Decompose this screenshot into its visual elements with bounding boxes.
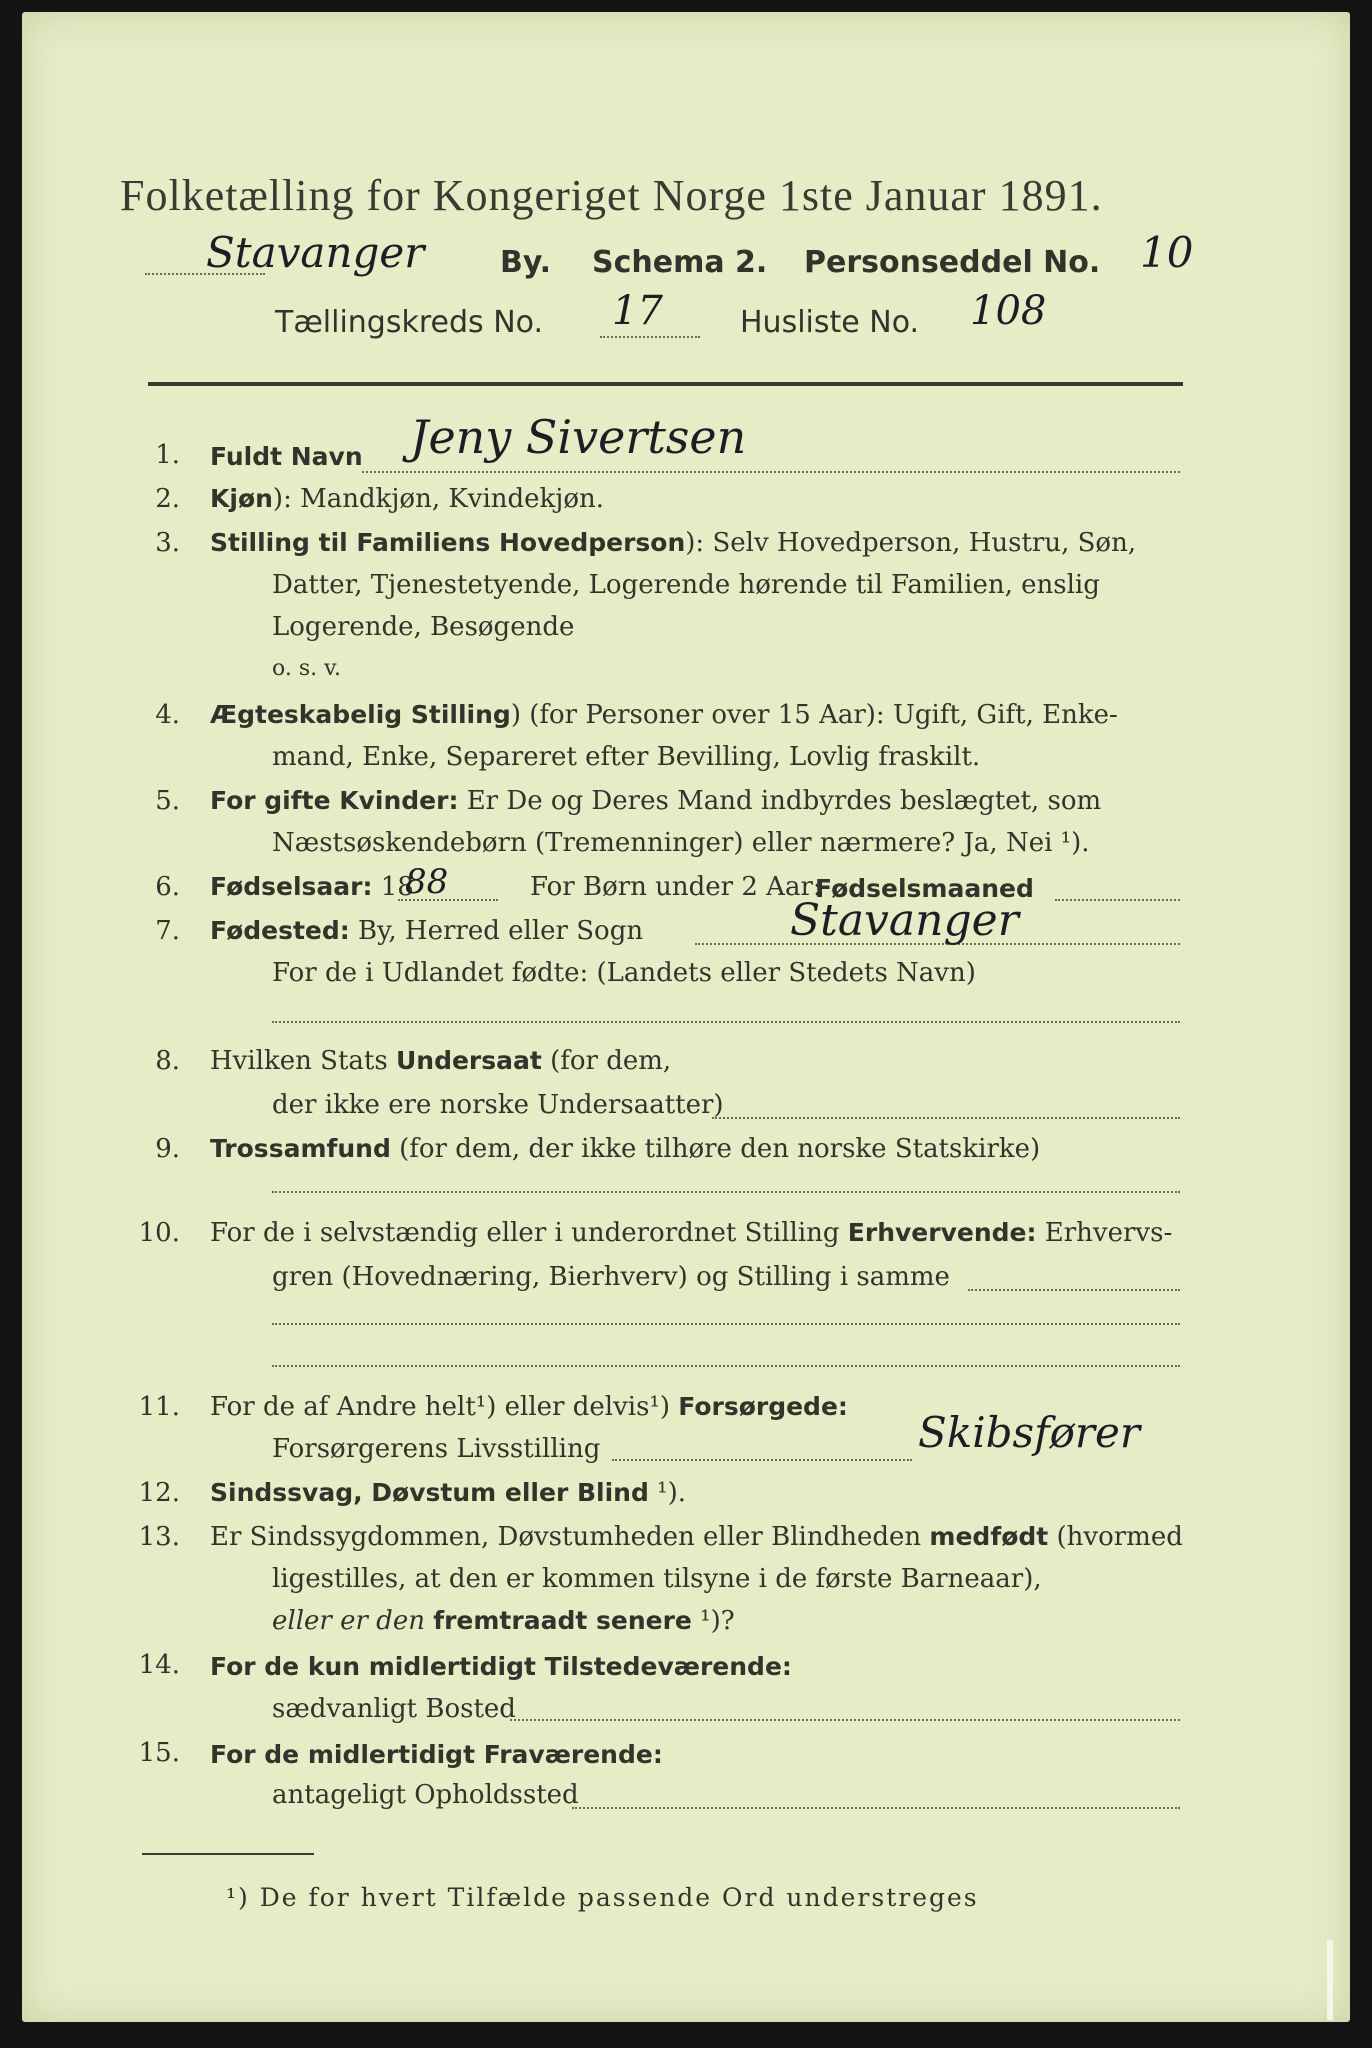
q13-text-3b: fremtraadt senere	[433, 1606, 692, 1635]
q4-label: Ægteskabelig Stilling	[210, 700, 511, 729]
q5-label: For gifte Kvinder:	[210, 786, 459, 815]
q13-line-2: ligestilles, at den er kommen tilsyne i de første Barneaar),	[272, 1564, 1042, 1594]
q13-line-1	[210, 1522, 1183, 1552]
q6-dotted-line	[1055, 898, 1180, 901]
q6-label2: Fødselsmaaned	[815, 874, 1034, 903]
q4-line-2: mand, Enke, Separeret efter Bevilling, Lovlig fraskilt.	[272, 742, 981, 772]
q8-line-2: der ikke ere norske Undersaatter)	[272, 1090, 724, 1120]
q9-label: Trossamfund	[210, 1134, 391, 1163]
q11-number: 11.	[138, 1392, 180, 1422]
q6-number: 6.	[155, 872, 180, 902]
q10-dotted-line-3	[272, 1364, 1180, 1367]
q5-line-2: Næstsøskendebørn (Tremenninger) eller nærmere? Ja, Nei ¹).	[272, 828, 1090, 858]
q6-under2-text: For Børn under 2 Aar:	[530, 872, 822, 902]
q2-line	[210, 484, 604, 514]
q15-dotted-line	[572, 1806, 1180, 1809]
q6-line	[210, 872, 414, 902]
q7-label: Fødested:	[210, 916, 350, 945]
husliste-label: Husliste No.	[740, 305, 920, 340]
taellingskreds-number-handwritten: 17	[612, 288, 663, 334]
q6-prefix: 18	[380, 872, 414, 902]
by-label: By.	[500, 245, 552, 280]
q7-place-handwritten: Stavanger	[790, 895, 1019, 946]
q13-number: 13.	[138, 1522, 180, 1552]
q13-label: medfødt	[929, 1522, 1049, 1551]
q14-label: For de kun midlertidigt Tilstedeværende:	[210, 1652, 792, 1681]
q10-text-1: For de i selvstændig eller i underordnet Stilling	[210, 1218, 840, 1248]
form-title: Folketælling for Kongeriget Norge 1ste Januar 1891.	[120, 171, 1103, 220]
q12-label: Sindssvag, Døvstum eller Blind	[210, 1478, 649, 1507]
q3-text-1: ): Selv Hovedperson, Hustru, Søn,	[685, 528, 1137, 558]
torn-edge	[1327, 1940, 1333, 2020]
q11-dotted-line	[612, 1458, 912, 1461]
q6-label: Fødselsaar:	[210, 872, 373, 901]
taellingskreds-dotted-line	[600, 335, 700, 338]
q8-number: 8.	[155, 1046, 180, 1076]
q11-line-2: Forsørgerens Livsstilling	[272, 1434, 601, 1464]
q1-dotted-line	[362, 470, 1180, 473]
personseddel-number-handwritten: 10	[1140, 228, 1194, 277]
q7-abroad-dotted-line	[272, 1020, 1180, 1023]
q10-number: 10.	[138, 1218, 180, 1248]
q14-number: 14.	[138, 1650, 180, 1680]
q2-text: ): Mandkjøn, Kvindekjøn.	[272, 484, 605, 514]
q3-line-2: Datter, Tjenestetyende, Logerende hørende til Familien, enslig	[272, 570, 1100, 600]
q8-text-1: Hvilken Stats	[210, 1046, 388, 1076]
q8-label: Undersaat	[395, 1046, 542, 1075]
q9-text: (for dem, der ikke tilhøre den norske Statskirke)	[399, 1134, 1041, 1164]
q8-line-1	[210, 1046, 671, 1076]
q9-line	[210, 1134, 1040, 1164]
footnote: ¹) De for hvert Tilfælde passende Ord understreges	[226, 1883, 979, 1912]
footnote-rule	[142, 1853, 314, 1855]
husliste-number-handwritten: 108	[970, 288, 1047, 334]
q7-line-1	[210, 916, 643, 946]
q11-line-1	[210, 1392, 848, 1422]
q13-text-3a: eller er den	[272, 1606, 425, 1636]
q10-text-1b: Erhvervs-	[1044, 1218, 1173, 1248]
q2-number: 2.	[155, 484, 180, 514]
q13-text-3c: ¹)?	[700, 1606, 735, 1636]
q1-label: Fuldt Navn	[210, 442, 363, 471]
q3-label: Stilling til Familiens Hovedperson	[210, 528, 686, 557]
q12-number: 12.	[138, 1478, 180, 1508]
q12-tail: ¹).	[657, 1478, 686, 1508]
q14-line-2: sædvanligt Bosted	[272, 1694, 516, 1724]
q10-dotted-line-2	[272, 1322, 1180, 1325]
q13-text-1b: (hvormed	[1056, 1522, 1183, 1552]
q10-line-1	[210, 1218, 1172, 1248]
q13-text-1: Er Sindssygdommen, Døvstumheden eller Blindheden	[210, 1522, 922, 1552]
q10-line-2: gren (Hovednæring, Bierhverv) og Stilling i samme	[272, 1262, 950, 1292]
q3-line-3: Logerende, Besøgende	[272, 612, 575, 642]
q15-label: For de midlertidigt Fraværende:	[210, 1740, 663, 1769]
q5-line-1	[210, 786, 1101, 816]
q11-occupation-handwritten: Skibsfører	[918, 1408, 1140, 1457]
q3-number: 3.	[155, 528, 180, 558]
q14-dotted-line	[510, 1718, 1180, 1721]
q4-number: 4.	[155, 700, 180, 730]
q7-number: 7.	[155, 916, 180, 946]
q15-number: 15.	[138, 1738, 180, 1768]
q5-text-1: Er De og Deres Mand indbyrdes beslægtet, som	[466, 786, 1102, 816]
taellingskreds-label: Tællingskreds No.	[275, 305, 543, 340]
q2-label: Kjøn	[210, 484, 273, 513]
q6-year-dotted-line	[398, 898, 498, 901]
city-handwritten: Stavanger	[206, 228, 425, 277]
q3-line-4: o. s. v.	[272, 656, 341, 681]
q13-line-3	[272, 1606, 735, 1636]
q1-number: 1.	[155, 440, 180, 470]
q10-dotted-line-1	[968, 1288, 1180, 1291]
q10-label: Erhvervende:	[847, 1218, 1037, 1247]
q4-text-1: ) (for Personer over 15 Aar): Ugift, Gift, Enke-	[510, 700, 1118, 730]
q11-text-1: For de af Andre helt¹) eller delvis¹)	[210, 1392, 670, 1422]
q4-line-1	[210, 700, 1118, 730]
q15-line-2: antageligt Opholdssted	[272, 1780, 579, 1810]
q9-dotted-line	[272, 1190, 1180, 1193]
q6-year-handwritten: 88	[405, 862, 449, 902]
q7-text: By, Herred eller Sogn	[358, 916, 644, 946]
q7-line-2: For de i Udlandet fødte: (Landets eller Stedets Navn)	[272, 958, 976, 988]
q8-dotted-line	[712, 1116, 1180, 1119]
q3-line-1	[210, 528, 1136, 558]
q12-line	[210, 1478, 686, 1508]
header-rule	[148, 382, 1183, 386]
q11-label: Forsørgede:	[678, 1392, 848, 1421]
q1-name-handwritten: Jeny Sivertsen	[410, 410, 747, 464]
schema-label: Schema 2.	[592, 245, 768, 280]
q9-number: 9.	[155, 1134, 180, 1164]
personseddel-label: Personseddel No.	[804, 245, 1101, 280]
q8-text-1b: (for dem,	[550, 1046, 672, 1076]
q5-number: 5.	[155, 786, 180, 816]
